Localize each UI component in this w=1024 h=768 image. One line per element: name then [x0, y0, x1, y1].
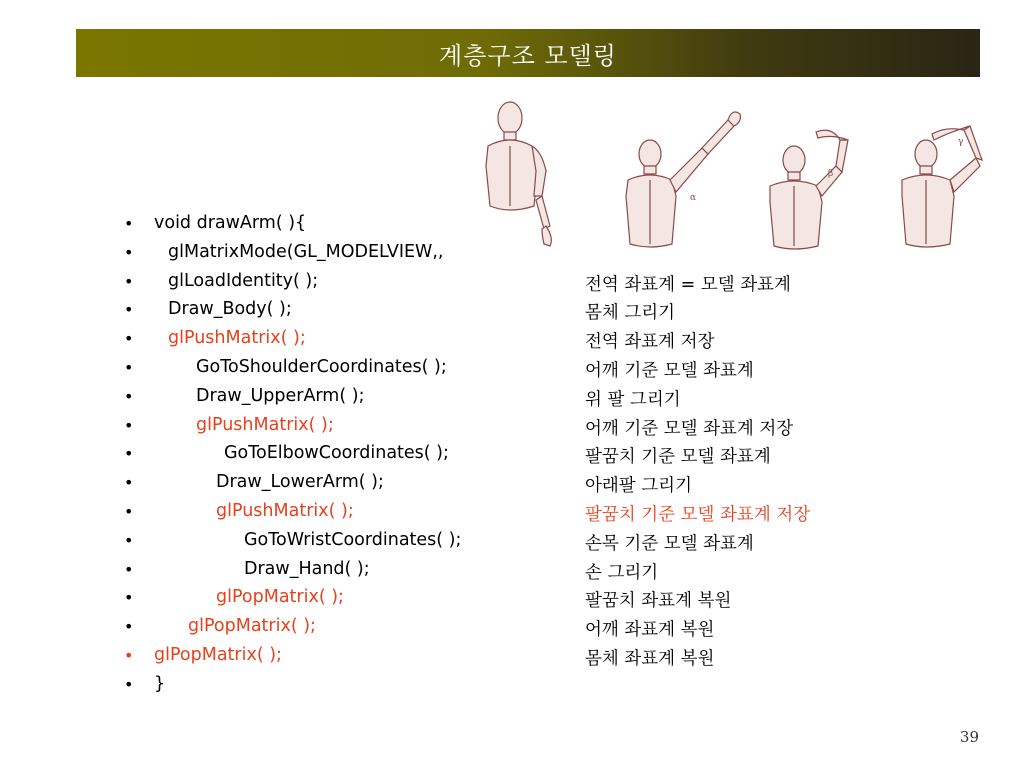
code-text: Draw_LowerArm( );	[216, 472, 384, 493]
code-text: glPushMatrix( );	[196, 414, 334, 435]
code-text: void drawArm( ){	[154, 213, 307, 233]
code-line	[0, 440, 1024, 469]
code-text: Draw_Body( );	[168, 299, 292, 320]
code-line	[0, 671, 1024, 700]
page-number: 39	[959, 728, 979, 746]
bullet-icon: •	[124, 329, 134, 349]
code-line	[0, 296, 1024, 325]
bullet-icon: •	[124, 473, 134, 493]
code-text: glPopMatrix( );	[154, 644, 282, 665]
code-line	[0, 613, 1024, 642]
code-comment: 팔꿈치 기준 모델 좌표계	[585, 447, 771, 468]
slide-title-bar	[76, 29, 980, 77]
code-text: glPushMatrix( );	[216, 500, 354, 521]
bullet-icon: •	[124, 300, 134, 320]
code-listing	[0, 210, 1024, 700]
code-comment: 손 그리기	[585, 562, 659, 583]
code-comment: 어깨 좌표계 복원	[585, 620, 715, 641]
bullet-icon: •	[124, 415, 134, 435]
code-comment: 전역 좌표계 = 모델 좌표계	[585, 274, 791, 295]
code-line	[0, 469, 1024, 498]
code-line	[0, 412, 1024, 441]
code-comment: 어깨 기준 모델 좌표계	[585, 360, 754, 381]
code-line	[0, 584, 1024, 613]
code-text: GoToShoulderCoordinates( );	[196, 356, 447, 377]
bullet-icon: •	[124, 559, 134, 579]
code-line	[0, 268, 1024, 297]
code-comment: 팔꿈치 좌표계 복원	[585, 591, 732, 612]
code-text: Draw_UpperArm( );	[196, 385, 365, 406]
bullet-icon: •	[124, 617, 134, 637]
bullet-icon: •	[124, 444, 134, 464]
code-comment: 아래팔 그리기	[585, 476, 692, 497]
bullet-icon: •	[124, 242, 134, 262]
code-text: GoToElbowCoordinates( );	[224, 443, 449, 464]
bullet-icon: •	[124, 357, 134, 377]
code-comment: 손목 기준 모델 좌표계	[585, 533, 754, 554]
bullet-icon: •	[124, 271, 134, 291]
bullet-icon: •	[124, 588, 134, 608]
bullet-icon: •	[124, 501, 134, 521]
alpha-label: α	[690, 193, 697, 203]
bullet-icon: •	[124, 386, 134, 406]
code-line	[0, 239, 1024, 268]
code-text: Draw_Hand( );	[244, 558, 370, 579]
code-line	[0, 498, 1024, 527]
code-text: GoToWristCoordinates( );	[244, 529, 462, 550]
code-line	[0, 527, 1024, 556]
gamma-label: γ	[958, 137, 964, 147]
code-text: glPopMatrix( );	[216, 587, 344, 608]
bullet-icon: •	[124, 214, 134, 233]
code-text: glLoadIdentity( );	[168, 270, 319, 291]
bullet-icon: •	[124, 674, 134, 694]
code-line	[0, 642, 1024, 671]
beta-label: β	[828, 169, 834, 179]
code-line	[0, 556, 1024, 585]
code-text: glMatrixMode(GL_MODELVIEW,,	[168, 241, 444, 262]
code-line	[0, 210, 1024, 239]
code-text: glPopMatrix( );	[188, 616, 316, 637]
code-comment: 몸체 그리기	[585, 303, 676, 324]
code-comment: 위 팔 그리기	[585, 389, 681, 410]
code-comment: 전역 좌표계 저장	[585, 332, 715, 353]
slide-title: 계층구조 모델링	[439, 41, 617, 70]
code-comment: 어깨 기준 모델 좌표계 저장	[585, 418, 794, 439]
code-text: glPushMatrix( );	[168, 328, 306, 349]
code-line	[0, 354, 1024, 383]
code-text: }	[154, 673, 166, 694]
code-comment: 팔꿈치 기준 모델 좌표계 저장	[585, 504, 811, 525]
code-line	[0, 383, 1024, 412]
bullet-icon: •	[124, 530, 134, 550]
bullet-icon: •	[124, 645, 134, 665]
code-line	[0, 325, 1024, 354]
code-comment: 몸체 좌표계 복원	[585, 648, 715, 669]
